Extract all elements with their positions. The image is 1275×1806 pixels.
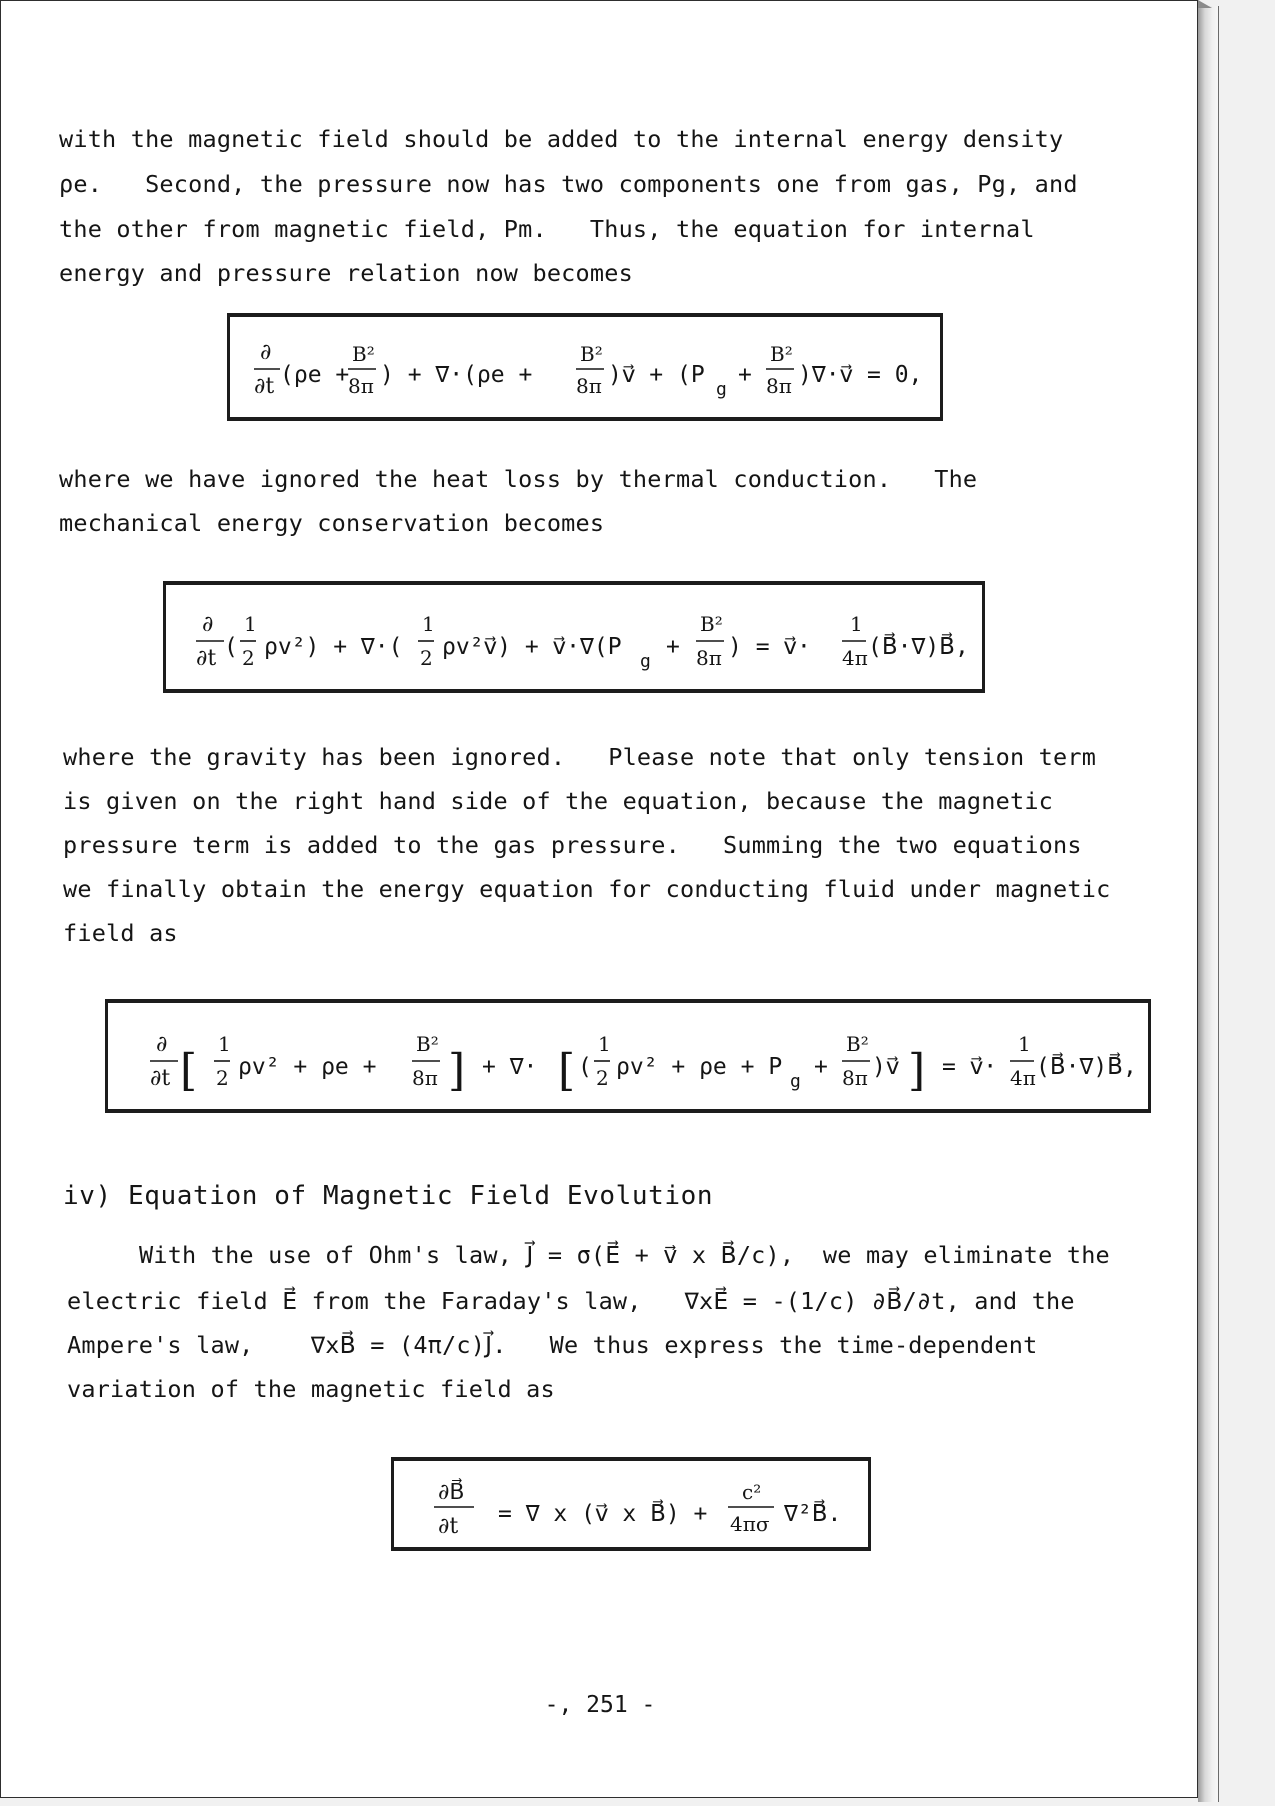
- svg-text:∂: ∂: [260, 340, 272, 365]
- svg-text:)v⃗: )v⃗: [872, 1054, 900, 1080]
- svg-text:+ ∇·: + ∇·: [482, 1054, 538, 1080]
- svg-text:(B⃗·∇)B⃗,: (B⃗·∇)B⃗,: [1036, 1054, 1137, 1080]
- svg-text:)∇·v⃗ = 0,: )∇·v⃗ = 0,: [798, 362, 923, 388]
- svg-text:+: +: [666, 634, 680, 660]
- svg-text:B²: B²: [580, 342, 603, 366]
- svg-text:4πσ: 4πσ: [730, 1512, 770, 1536]
- svg-text:2: 2: [596, 1066, 609, 1090]
- svg-text:1: 1: [598, 1032, 611, 1056]
- svg-text:∂t: ∂t: [438, 1514, 459, 1539]
- svg-text:B²: B²: [770, 342, 793, 366]
- svg-text:[: [: [558, 1045, 576, 1096]
- text-line: the other from magnetic field, Pm. Thus, the equation for internal: [59, 215, 1035, 243]
- page-edge-shadow: [1198, 6, 1219, 1802]
- page-corner: [1198, 0, 1212, 8]
- text-line: electric field E⃗ from the Faraday's law, ∇xE⃗ = -(1/c) ∂B⃗/∂t, and the: [67, 1287, 1075, 1315]
- svg-text:∇²B⃗.: ∇²B⃗.: [784, 1501, 842, 1527]
- svg-text:]: ]: [908, 1045, 926, 1096]
- svg-text:1: 1: [244, 612, 257, 636]
- svg-text:1: 1: [218, 1032, 231, 1056]
- svg-text:8π: 8π: [412, 1066, 438, 1090]
- svg-text:g: g: [790, 1071, 801, 1092]
- svg-text:]: ]: [448, 1045, 466, 1096]
- equation-3: [108, 1003, 1154, 1117]
- svg-text:) = v⃗·: ) = v⃗·: [728, 634, 811, 660]
- svg-text:g: g: [640, 651, 651, 672]
- equation-box-3: [105, 999, 1151, 1113]
- equation-box-4: [391, 1457, 871, 1551]
- text-line: variation of the magnetic field as: [67, 1375, 555, 1403]
- section-heading: iv) Equation of Magnetic Field Evolution: [63, 1181, 714, 1211]
- svg-text:1: 1: [850, 612, 863, 636]
- text-line: ρe. Second, the pressure now has two components one from gas, Pg, and: [59, 170, 1078, 198]
- svg-text:+: +: [738, 362, 752, 388]
- svg-text:1: 1: [422, 612, 435, 636]
- text-line: with the magnetic field should be added to the internal energy density: [59, 125, 1064, 153]
- svg-text:8π: 8π: [576, 374, 602, 398]
- svg-text:B²: B²: [352, 342, 375, 366]
- equation-1: [230, 317, 946, 425]
- svg-text:g: g: [716, 379, 727, 400]
- equation-box-2: [163, 581, 985, 693]
- svg-text:ρv²) + ∇·(: ρv²) + ∇·(: [264, 634, 403, 660]
- text-line: mechanical energy conservation becomes: [59, 509, 605, 537]
- svg-text:4π: 4π: [842, 646, 868, 670]
- svg-text:∂t: ∂t: [150, 1066, 171, 1091]
- svg-text:+: +: [814, 1054, 828, 1080]
- svg-text:2: 2: [420, 646, 433, 670]
- svg-text:B²: B²: [700, 612, 723, 636]
- svg-text:(ρe +: (ρe +: [280, 362, 350, 388]
- text-line: With the use of Ohm's law, J⃗ = σ(E⃗ + v⃗ x B⃗/c), we may eliminate the: [139, 1241, 1110, 1269]
- svg-text:= ∇ x (v⃗ x B⃗) +: = ∇ x (v⃗ x B⃗) +: [498, 1501, 708, 1527]
- svg-text:∂B⃗: ∂B⃗: [438, 1480, 465, 1505]
- svg-text:B²: B²: [416, 1032, 439, 1056]
- svg-text:B²: B²: [846, 1032, 869, 1056]
- svg-text:c²: c²: [742, 1480, 762, 1504]
- svg-text:)v⃗ + (P: )v⃗ + (P: [608, 362, 705, 388]
- svg-text:8π: 8π: [696, 646, 722, 670]
- svg-text:8π: 8π: [348, 374, 374, 398]
- svg-text:2: 2: [216, 1066, 229, 1090]
- page-number: -, 251 -: [544, 1692, 656, 1718]
- text-line: where the gravity has been ignored. Please note that only tension term: [63, 743, 1097, 771]
- svg-text:(: (: [224, 634, 238, 660]
- text-line: where we have ignored the heat loss by thermal conduction. The: [59, 465, 978, 493]
- svg-text:ρv² + ρe +: ρv² + ρe +: [238, 1054, 377, 1080]
- svg-text:ρv² + ρe + P: ρv² + ρe + P: [616, 1054, 783, 1080]
- text-line: we finally obtain the energy equation for conducting fluid under magnetic: [63, 875, 1111, 903]
- svg-text:(: (: [578, 1054, 592, 1080]
- equation-box-1: [227, 313, 943, 421]
- text-line: pressure term is added to the gas pressure. Summing the two equations: [63, 831, 1082, 859]
- svg-text:= v⃗·: = v⃗·: [942, 1054, 998, 1080]
- text-line: Ampere's law, ∇xB⃗ = (4π/c)J⃗. We thus express the time-dependent: [67, 1331, 1038, 1359]
- text-line: is given on the right hand side of the equation, because the magnetic: [63, 787, 1054, 815]
- equation-2: [166, 585, 988, 697]
- text-line: energy and pressure relation now becomes: [59, 259, 633, 287]
- svg-text:2: 2: [242, 646, 255, 670]
- text-line: field as: [63, 919, 178, 947]
- svg-text:∂: ∂: [202, 612, 214, 637]
- svg-text:4π: 4π: [1010, 1066, 1036, 1090]
- svg-text:8π: 8π: [842, 1066, 868, 1090]
- svg-text:8π: 8π: [766, 374, 792, 398]
- equation-4: [394, 1461, 874, 1555]
- svg-text:∂t: ∂t: [254, 374, 275, 399]
- svg-text:) + ∇·(ρe +: ) + ∇·(ρe +: [380, 362, 533, 388]
- svg-text:[: [: [180, 1045, 198, 1096]
- svg-text:ρv²v⃗) + v⃗·∇(P: ρv²v⃗) + v⃗·∇(P: [442, 634, 622, 660]
- svg-text:1: 1: [1018, 1032, 1031, 1056]
- svg-text:∂: ∂: [156, 1032, 168, 1057]
- svg-text:(B⃗·∇)B⃗,: (B⃗·∇)B⃗,: [868, 634, 969, 660]
- svg-text:∂t: ∂t: [196, 646, 217, 671]
